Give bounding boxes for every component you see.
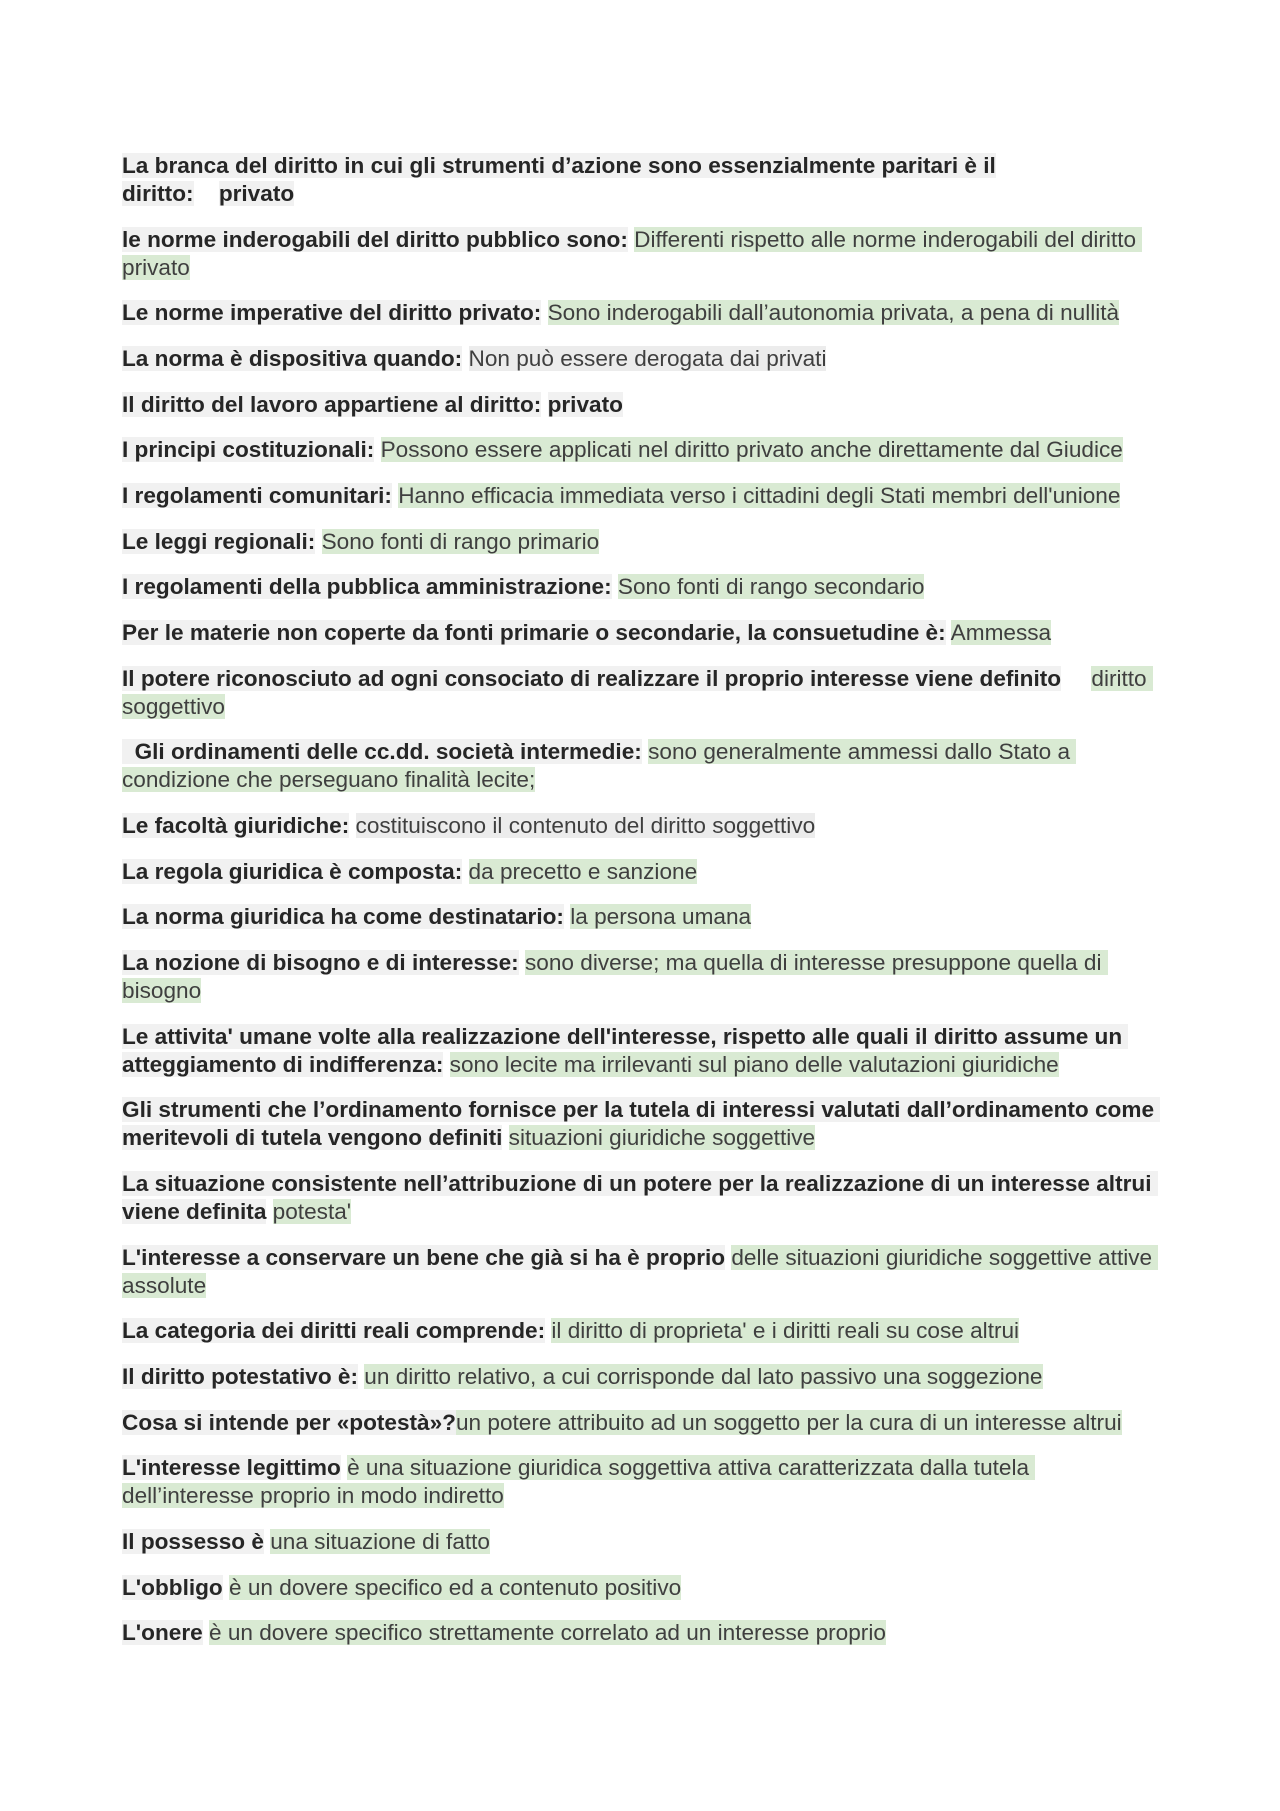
qa-item xyxy=(122,858,1166,886)
qa-item xyxy=(122,1528,1166,1556)
qa-item xyxy=(122,1096,1166,1152)
answer-text: è un dovere specifico strettamente correlato ad un interesse proprio xyxy=(208,1620,886,1646)
answer-text: privato xyxy=(218,180,295,206)
answer-text: una situazione di fatto xyxy=(270,1528,491,1554)
qa-item xyxy=(122,1363,1166,1391)
qa-item xyxy=(122,812,1166,840)
qa-item xyxy=(122,1244,1166,1300)
question-text: Le attivita' umane volte alla realizzazione dell'interesse, rispetto alle quali il diritto assume un atteggiamento di indifferenza: xyxy=(122,1023,1129,1077)
qa-item xyxy=(122,1574,1166,1602)
question-text: La categoria dei diritti reali comprende: xyxy=(122,1318,546,1344)
answer-text: è una situazione giuridica soggettiva attiva caratterizzata dalla tutela dell’interesse proprio in modo indiretto xyxy=(122,1455,1036,1509)
qa-item xyxy=(122,1409,1166,1437)
qa-item xyxy=(122,738,1166,794)
qa-item xyxy=(122,1317,1166,1345)
qa-item xyxy=(122,1619,1166,1647)
qa-item xyxy=(122,226,1166,282)
question-text: L'obbligo xyxy=(122,1574,223,1600)
question-text: Gli ordinamenti delle cc.dd. società intermedie: xyxy=(122,739,642,765)
qa-item xyxy=(122,436,1166,464)
qa-item xyxy=(122,949,1166,1005)
qa-item xyxy=(122,152,1166,208)
question-text: La nozione di bisogno e di interesse: xyxy=(122,950,519,976)
answer-text: Differenti rispetto alle norme inderogabili del diritto privato xyxy=(122,226,1143,280)
question-text: La regola giuridica è composta: xyxy=(122,858,463,884)
question-text: L'onere xyxy=(122,1620,203,1646)
qa-item xyxy=(122,903,1166,931)
answer-text: privato xyxy=(547,391,623,417)
qa-item xyxy=(122,1170,1166,1226)
document-page xyxy=(122,152,1166,1665)
answer-text: la persona umana xyxy=(570,904,752,930)
answer-text: da precetto e sanzione xyxy=(468,858,698,884)
qa-item xyxy=(122,345,1166,373)
qa-item xyxy=(122,482,1166,510)
answer-text: Possono essere applicati nel diritto privato anche direttamente dal Giudice xyxy=(380,437,1123,463)
question-text: le norme inderogabili del diritto pubblico sono: xyxy=(122,226,628,252)
answer-text: delle situazioni giuridiche soggettive attive assolute xyxy=(122,1244,1159,1298)
answer-text: Sono fonti di rango primario xyxy=(321,528,600,554)
answer-text: sono diverse; ma quella di interesse presuppone quella di bisogno xyxy=(122,950,1108,1004)
answer-text: Sono inderogabili dall’autonomia privata, a pena di nullità xyxy=(547,300,1120,326)
question-text: Le norme imperative del diritto privato: xyxy=(122,300,542,326)
answer-text: sono lecite ma irrilevanti sul piano delle valutazioni giuridiche xyxy=(449,1051,1059,1077)
answer-text: un diritto relativo, a cui corrisponde dal lato passivo una soggezione xyxy=(364,1363,1043,1389)
answer-text: sono generalmente ammessi dallo Stato a condizione che perseguano finalità lecite; xyxy=(122,739,1077,793)
qa-item xyxy=(122,1023,1166,1079)
question-text: La norma è dispositiva quando: xyxy=(122,345,463,371)
question-text: Le facoltà giuridiche: xyxy=(122,813,350,839)
qa-item xyxy=(122,1454,1166,1510)
answer-text: diritto soggettivo xyxy=(122,665,1153,719)
answer-text: Hanno efficacia immediata verso i cittadini degli Stati membri dell'unione xyxy=(398,483,1121,509)
qa-item xyxy=(122,528,1166,556)
question-text: Gli strumenti che l’ordinamento fornisce per la tutela di interessi valutati dall’ordinamento come meritevoli di tutela vengono definiti xyxy=(122,1097,1161,1151)
question-text: La branca del diritto in cui gli strumenti d’azione sono essenzialmente paritari è il diritto: xyxy=(122,153,996,206)
qa-item xyxy=(122,619,1166,647)
answer-text: situazioni giuridiche soggettive xyxy=(508,1125,816,1151)
question-text: La norma giuridica ha come destinatario: xyxy=(122,904,564,930)
answer-text: è un dovere specifico ed a contenuto positivo xyxy=(229,1574,682,1600)
answer-text: costituiscono il contenuto del diritto soggettivo xyxy=(355,813,816,839)
question-text: Cosa si intende per «potestà»? xyxy=(122,1409,456,1435)
question-text: Per le materie non coperte da fonti primarie o secondarie, la consuetudine è: xyxy=(122,620,946,646)
qa-item xyxy=(122,299,1166,327)
question-text: La situazione consistente nell’attribuzione di un potere per la realizzazione di un interesse altrui viene definita xyxy=(122,1171,1158,1224)
qa-item xyxy=(122,391,1166,419)
question-text: Le leggi regionali: xyxy=(122,528,316,554)
answer-text: Sono fonti di rango secondario xyxy=(617,574,925,600)
answer-text: Non può essere derogata dai privati xyxy=(468,345,827,371)
question-text: L'interesse legittimo xyxy=(122,1455,341,1481)
qa-item xyxy=(122,665,1166,721)
question-text: I regolamenti della pubblica amministrazione: xyxy=(122,574,612,600)
question-text: Il diritto del lavoro appartiene al diritto: xyxy=(122,391,542,417)
question-text: Il diritto potestativo è: xyxy=(122,1363,358,1389)
answer-text: il diritto di proprieta' e i diritti reali su cose altrui xyxy=(551,1318,1020,1344)
answer-text: Ammessa xyxy=(950,620,1052,646)
question-text: I principi costituzionali: xyxy=(122,437,375,463)
question-text: Il possesso è xyxy=(122,1528,264,1554)
question-text: I regolamenti comunitari: xyxy=(122,483,392,509)
question-text: L'interesse a conservare un bene che già si ha è proprio xyxy=(122,1244,726,1270)
question-text: Il potere riconosciuto ad ogni consociato di realizzare il proprio interesse viene definito xyxy=(122,665,1062,691)
qa-item xyxy=(122,573,1166,601)
answer-text: un potere attribuito ad un soggetto per la cura di un interesse altrui xyxy=(455,1409,1122,1435)
answer-text: potesta' xyxy=(272,1198,352,1224)
